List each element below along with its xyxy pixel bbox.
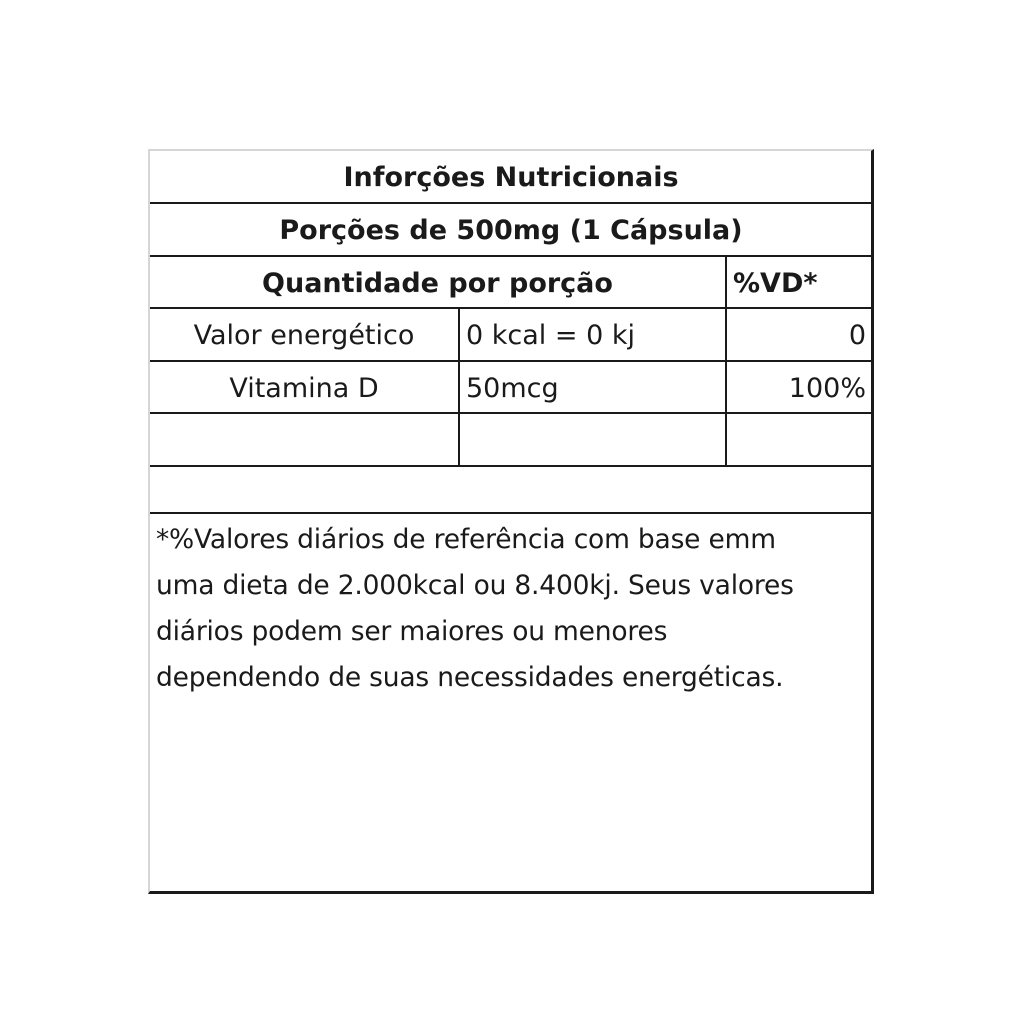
footnote-line: uma dieta de 2.000kcal ou 8.400kj. Seus valores: [156, 570, 794, 601]
daily-value-header: %VD*: [733, 267, 818, 299]
nutrient-daily-value: [727, 414, 872, 466]
row-divider: [150, 512, 871, 514]
footnote-line: diários podem ser maiores ou menores: [156, 616, 668, 647]
label-title: Inforções Nutricionais: [343, 161, 679, 193]
footnote-line: dependendo de suas necessidades energéticas.: [156, 662, 784, 693]
footnote-line: *%Valores diários de referência com base emm: [156, 524, 776, 555]
amount-per-serving-header: Quantidade por porção: [262, 267, 613, 299]
daily-value-footnote: [156, 517, 868, 701]
nutrition-facts-table: [148, 149, 874, 894]
nutrient-daily-value: 0: [848, 319, 866, 351]
nutrient-name: [150, 414, 458, 466]
serving-size: Porções de 500mg (1 Cápsula): [279, 214, 743, 246]
nutrient-amount: 50mcg: [466, 372, 559, 404]
nutrient-daily-value: 100%: [788, 372, 866, 404]
nutrient-name: Valor energético: [193, 319, 415, 351]
nutrient-amount: [460, 414, 725, 466]
nutrient-name: Vitamina D: [229, 372, 379, 404]
nutrient-amount: 0 kcal = 0 kj: [466, 319, 635, 351]
